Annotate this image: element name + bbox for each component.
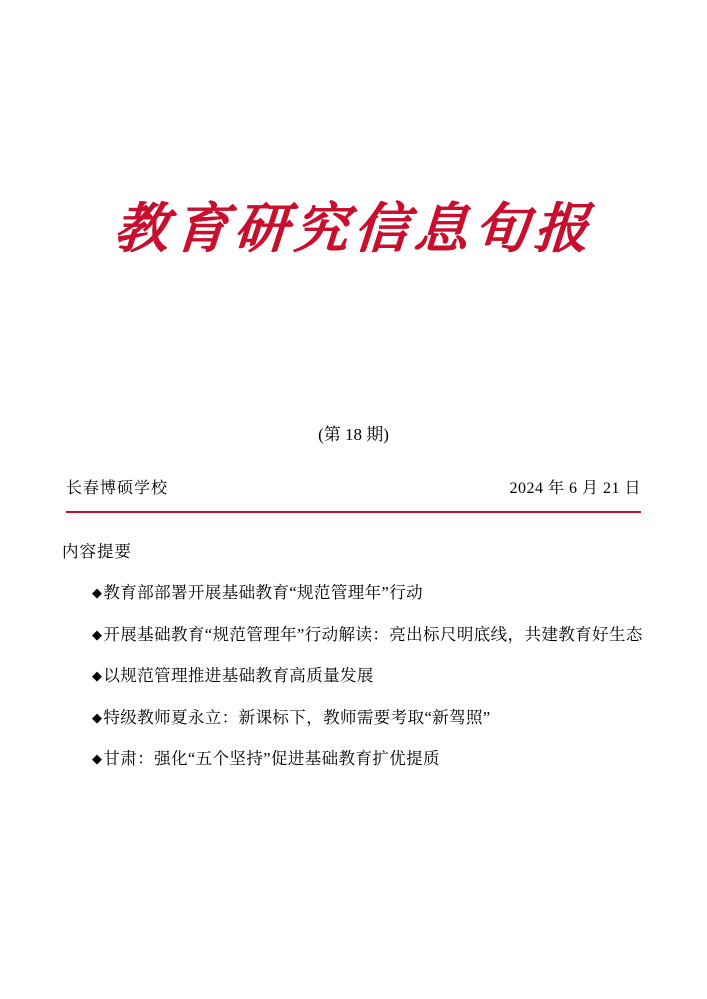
list-item-label: 教育部部署开展基础教育“规范管理年”行动 [103,583,424,602]
contents-list [62,580,652,772]
publisher-name: 长春博硕学校 [66,480,169,497]
diamond-bullet-icon: ◆ [92,626,103,642]
diamond-bullet-icon: ◆ [92,585,103,600]
diamond-bullet-icon: ◆ [92,751,103,767]
list-item [62,705,652,731]
list-item [62,746,652,772]
masthead [0,196,707,261]
list-item-label: 开展基础教育“规范管理年”行动解读：亮出标尺明底线，共建教育好生态 [103,624,643,644]
list-item [62,622,652,648]
diamond-bullet-icon: ◆ [92,709,103,725]
contents-heading: 内容提要 [62,542,132,561]
masthead-title: 教育研究信息旬报 [111,196,596,260]
publication-meta [66,475,641,498]
contents-section [62,538,652,788]
list-item-label: 以规范管理推进基础教育高质量发展 [103,666,374,686]
list-item-label: 甘肃：强化“五个坚持”促进基础教育扩优提质 [103,749,440,769]
list-item [62,663,652,689]
issue-number: (第 18 期) [318,425,389,444]
horizontal-rule [66,511,641,513]
list-item-label: 特级教师夏永立：新课标下，教师需要考取“新驾照” [103,707,491,727]
list-item [62,580,652,606]
publication-date: 2024 年 6 月 21 日 [509,480,641,497]
diamond-bullet-icon: ◆ [92,668,103,684]
